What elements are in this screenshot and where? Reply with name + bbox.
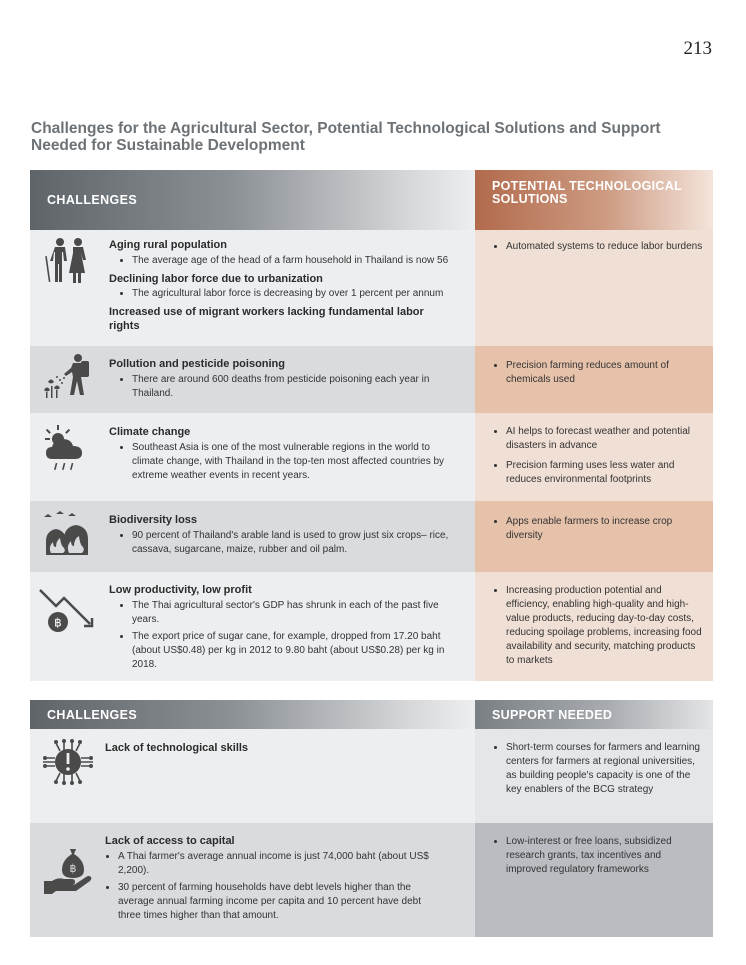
header-challenges: CHALLENGES [30,170,475,230]
list-item: • Increasing production potential and efficiency, enabling high-quality and high-value products, reducing day-to-day costs, reducing spoilage problems, increasing food availability and security, matching products to markets [506,584,703,668]
solution-cell [475,572,713,681]
list-item: • There are around 600 deaths from pesticide poisoning each year in Thailand. [132,373,447,401]
page-number: 213 [683,38,712,59]
circuit-alert-icon [38,737,98,787]
list-item: • Low-interest or free loans, subsidized research grants, tax incentives and improved regulatory frameworks [506,835,703,877]
list-item: • Southeast Asia is one of the most vulnerable regions in the world to climate change, with Thailand in the top-ten most affected countries by extreme weather events in recent years. [132,441,452,483]
list-item: • Apps enable farmers to increase crop diversity [506,515,703,543]
table-row [30,413,713,501]
page-title: Challenges for the Agricultural Sector, Potential Technological Solutions and Support Needed for Sustainable Development [31,120,661,154]
header-challenges: CHALLENGES [30,700,475,729]
challenge-heading: Pollution and pesticide poisoning [109,358,285,370]
solution-cell [475,501,713,572]
table-row [30,572,713,681]
challenge-text [109,584,469,677]
money-bag-hand-icon [38,845,98,895]
list-item: • The average age of the head of a farm household in Thailand is now 56 [132,254,469,268]
list-item: • Precision farming reduces amount of chemicals used [506,359,703,387]
list-item: • The agricultural labor force is decreasing by over 1 percent per annum [132,287,469,301]
challenge-text [105,835,469,928]
challenge-heading: Low productivity, low profit [109,584,252,596]
header-solutions: POTENTIAL TECHNOLOGICAL SOLUTIONS [475,170,713,230]
challenge-text [109,358,469,406]
list-item: • 30 percent of farming households have debt levels higher than the average annual farming income per capita and 10 percent have debt three times higher than that amount. [118,881,443,923]
svg-text:฿: ฿ [69,862,77,875]
challenge-heading: Declining labor force due to urbanization [109,272,323,285]
list-item: • Short-term courses for farmers and learning centers for farmers at regional universities, as building people's capacity is one of the key enablers of the BCG strategy [506,741,703,797]
support-cell [475,729,713,823]
solutions-table [30,170,713,681]
solution-cell [475,230,713,346]
challenge-heading: Lack of access to capital [105,835,235,847]
list-item: • AI helps to forecast weather and potential disasters in advance [506,425,703,453]
list-item: • The export price of sugar cane, for example, dropped from 17.20 baht (about US$0.48) per kg in 2012 to 9.80 baht (about US$0.28) per kg in 2018. [132,630,452,672]
weather-storm-icon [38,425,98,475]
baht-decline-icon [38,584,98,634]
table-row [30,501,713,572]
list-item: • A Thai farmer's average annual income is just 74,000 baht (about US$ 2,200). [118,850,443,878]
challenge-text [105,742,469,757]
table-header [30,700,713,729]
solution-cell [475,346,713,413]
list-item: • The Thai agricultural sector's GDP has shrunk in each of the past five years. [132,599,452,627]
table-row [30,346,713,413]
challenge-heading: Aging rural population [109,239,227,251]
support-cell [475,823,713,937]
list-item: • 90 percent of Thailand's arable land is used to grow just six crops– rice, cassava, sugarcane, maize, rubber and oil palm. [132,529,452,557]
table-header [30,170,713,230]
list-item: • Automated systems to reduce labor burdens [506,240,703,254]
forest-fire-icon [38,509,98,559]
table-row [30,729,713,823]
list-item: • Precision farming uses less water and reduces environmental footprints [506,459,703,487]
challenge-text [109,514,469,562]
elderly-couple-icon [38,236,98,286]
challenge-heading: Biodiversity loss [109,514,198,526]
challenge-heading: Lack of technological skills [105,742,249,754]
solution-cell [475,413,713,501]
table-row [30,230,713,346]
header-support: SUPPORT NEEDED [475,700,713,729]
challenge-heading: Increased use of migrant workers lacking fundamental labor rights [109,306,424,332]
pesticide-spraying-icon [38,352,98,402]
challenge-text [109,239,469,334]
challenge-text [109,426,469,488]
svg-text:฿: ฿ [54,615,62,630]
challenge-heading: Climate change [109,426,191,438]
support-table [30,700,713,937]
table-row [30,823,713,937]
